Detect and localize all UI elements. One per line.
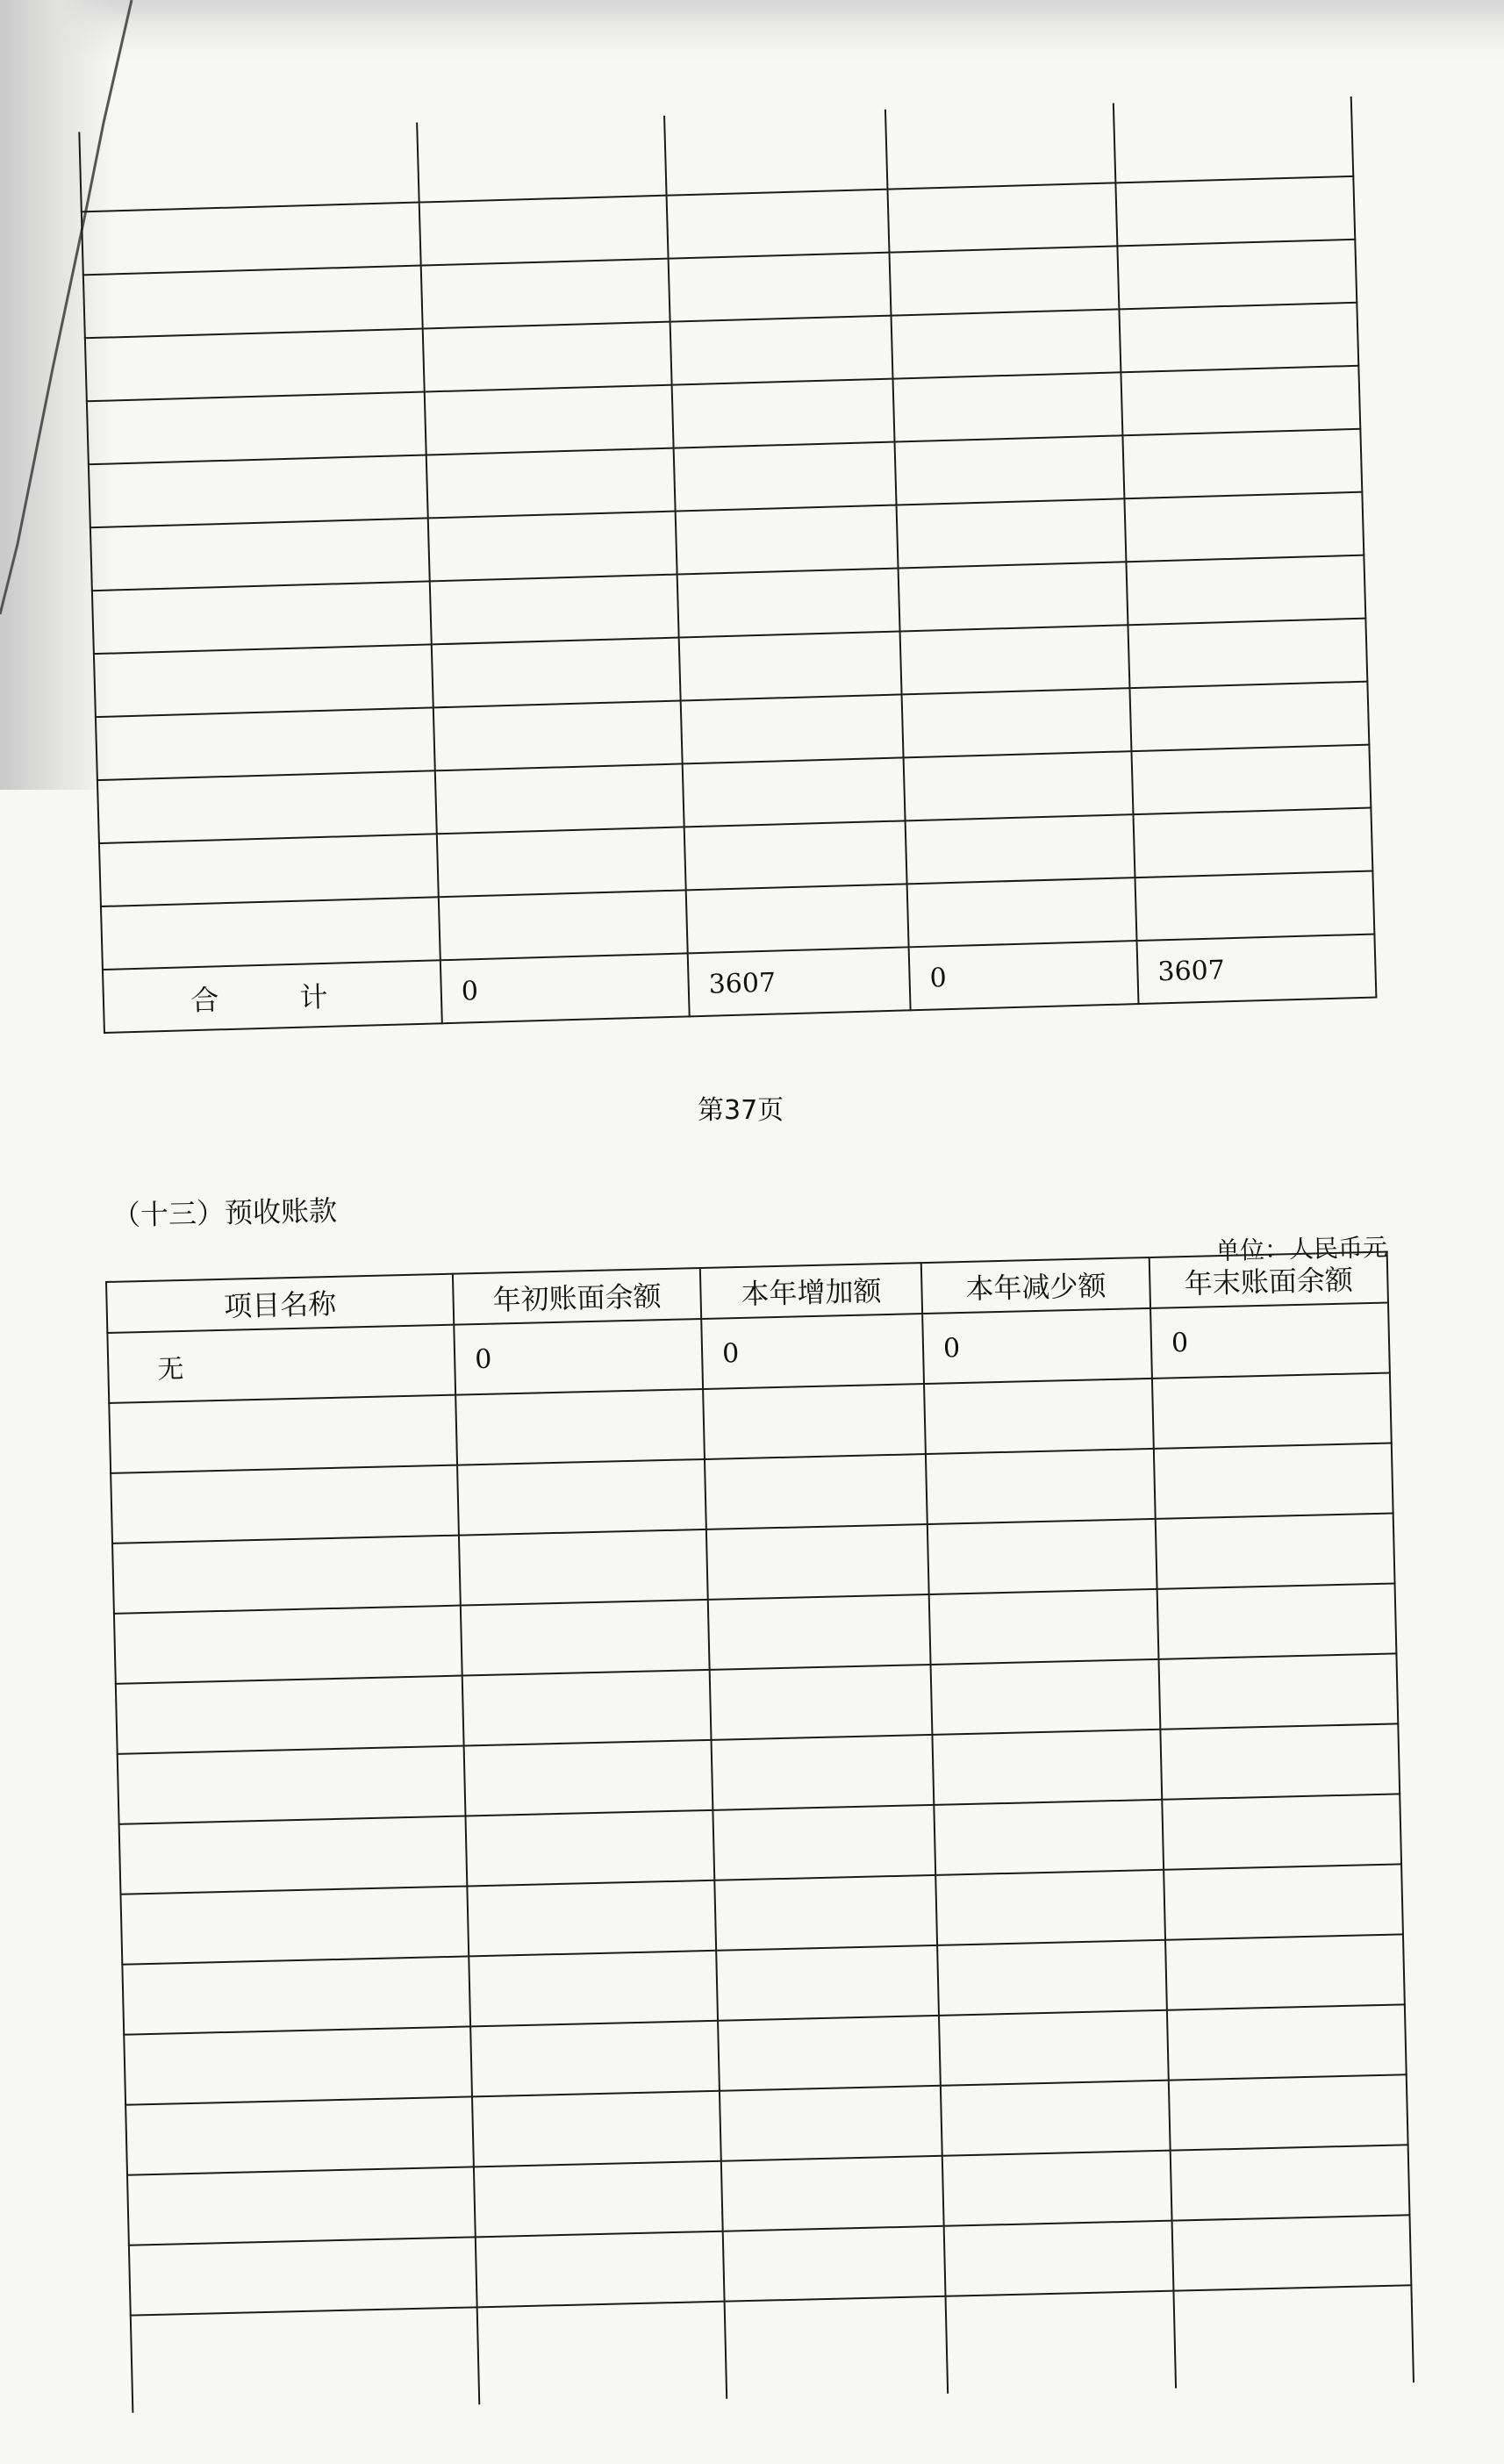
unit-label: 单位：人民币元	[1214, 1232, 1388, 1266]
cell-decrease: 0	[922, 1308, 1152, 1384]
advance-receipts-table	[105, 1251, 1414, 2413]
total-decrease: 0	[909, 941, 1139, 1010]
previous-table-continuation	[78, 97, 1377, 1034]
header-decrease: 本年减少额	[921, 1257, 1150, 1314]
header-increase: 本年增加额	[700, 1263, 922, 1319]
cell-opening-balance: 0	[454, 1319, 703, 1395]
header-closing-balance: 年末账面余额	[1149, 1252, 1388, 1308]
header-item-name: 项目名称	[106, 1274, 454, 1333]
page-number: 第37页	[698, 1095, 784, 1126]
section-title: （十三）预收账款	[111, 1193, 338, 1232]
cell-increase: 0	[701, 1314, 924, 1389]
cell-closing-balance: 0	[1150, 1303, 1390, 1379]
total-opening-balance: 0	[440, 953, 690, 1023]
total-increase: 3607	[688, 947, 911, 1016]
cell-item-name: 无	[107, 1325, 455, 1403]
total-label: 合 计	[103, 960, 442, 1033]
total-closing-balance: 3607	[1137, 935, 1377, 1005]
header-opening-balance: 年初账面余额	[453, 1268, 701, 1325]
